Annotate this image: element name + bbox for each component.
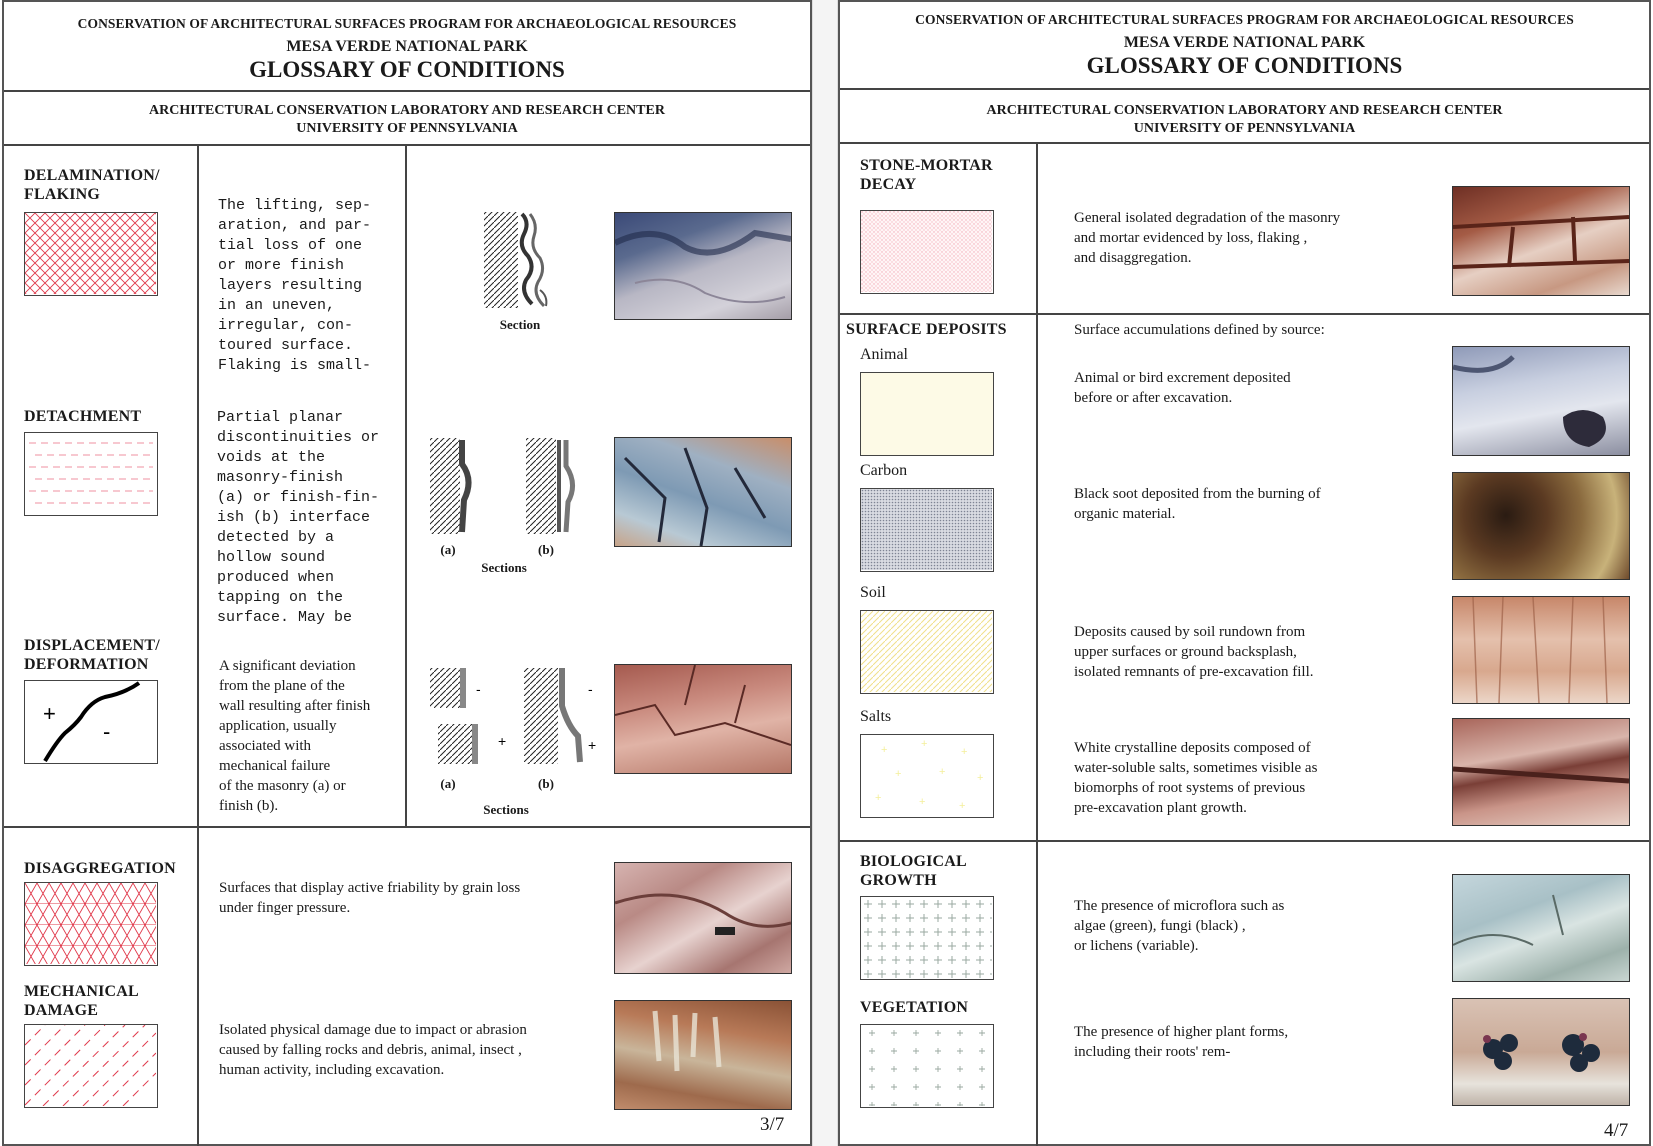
row-divider [840,840,1649,842]
svg-text:+: + [921,738,928,750]
photo-carbon [1452,472,1630,580]
sublabel-animal: Animal [860,346,908,363]
glossary-title: GLOSSARY OF CONDITIONS [249,57,565,82]
term-detachment: DETACHMENT [24,408,142,425]
desc-vegetation: The presence of higher plant forms, including their roots' rem- [1074,1024,1289,1060]
term-delamination: DELAMINATION/ FLAKING [24,167,160,203]
plus-sign: + [498,733,507,749]
photo-soil [1452,596,1630,704]
university-name: UNIVERSITY OF PENNSYLVANIA [1133,121,1356,136]
sublabel-soil: Soil [860,584,886,601]
section-diagram-displacement [428,666,598,766]
lab-header [840,94,1649,144]
desc-salts: White crystalline deposits composed of water-soluble salts, sometimes visible as biomorphs of root systems of previous pre-excavation plant growth. [1074,740,1318,816]
desc-displacement: A significant deviation from the plane of the wall resulting after finish application, usually associated with mechanical failure of the masonry (a) or finish (b). [219,658,371,814]
term-stone-mortar-decay: STONE-MORTAR DECAY [860,157,993,193]
caption-sections: Sections [481,560,527,575]
legend-swatch-vegetation [860,1024,994,1108]
row-divider [4,826,810,828]
photo-detachment [614,437,792,547]
minus-sign: - [476,681,481,697]
minus-sign: - [588,681,593,697]
binding-gutter [812,0,838,1146]
photo-vegetation [1452,998,1630,1106]
legend-swatch-detachment [24,432,158,516]
term-disaggregation: DISAGGREGATION [24,860,176,877]
legend-swatch-mechanical-damage [24,1024,158,1108]
svg-text:+: + [881,744,888,756]
legend-swatch-displacement [24,680,158,764]
legend-swatch-disaggregation [24,882,158,966]
minus-sign: - [103,719,111,744]
svg-text:+: + [919,796,926,808]
legend-swatch-animal [860,372,994,456]
svg-text:+: + [959,800,966,812]
lab-header [4,94,810,146]
label-b: (b) [538,776,554,791]
legend-swatch-soil [860,610,994,694]
photo-animal [1452,346,1630,456]
row-divider [840,313,1649,315]
photo-salts [1452,718,1630,826]
photo-biological-growth [1452,874,1630,982]
section-diagram-detachment [428,436,588,536]
desc-delamination: The lifting, sep- aration, and par- tial loss of one or more finish layers resulting in an uneven, irregular, con- toured surface. Flaking is small- [218,197,372,374]
page-number: 3/7 [760,1114,785,1135]
photo-mechanical-damage [614,1000,792,1110]
plus-sign: + [43,701,56,726]
term-surface-deposits: SURFACE DEPOSITS [846,321,1007,338]
desc-biological-growth: The presence of microflora such as algae (green), fungi (black) , or lichens (variable). [1074,898,1285,954]
page-number: 4/7 [1604,1120,1629,1141]
svg-text:+: + [961,746,968,758]
legend-swatch-salts [860,734,994,818]
label-b: (b) [538,542,554,557]
plus-sign: + [588,737,597,753]
program-title: CONSERVATION OF ARCHITECTURAL SURFACES PROGRAM FOR ARCHAEOLOGICAL RESOURCES [915,12,1574,27]
glossary-title: GLOSSARY OF CONDITIONS [1086,53,1403,78]
photo-displacement [614,664,792,774]
lab-name: ARCHITECTURAL CONSERVATION LABORATORY AND RESEARCH CENTER [149,103,665,118]
photo-stone-mortar-decay [1452,186,1630,296]
sublabel-carbon: Carbon [860,462,908,479]
desc-carbon: Black soot deposited from the burning of organic material. [1074,486,1321,522]
park-name: MESA VERDE NATIONAL PARK [1123,34,1366,51]
svg-text:+: + [895,768,902,780]
legend-swatch-carbon [860,488,994,572]
term-displacement: DISPLACEMENT/ DEFORMATION [24,637,160,673]
column-divider [197,146,199,1146]
glossary-page-4 [838,0,1651,1146]
desc-mechanical-damage: Isolated physical damage due to impact or abrasion caused by falling rocks and debris, animal, insect , human activity, including excavation. [219,1022,527,1078]
caption-sections: Sections [483,802,529,817]
legend-swatch-stone-mortar-decay [860,210,994,294]
glossary-page-3 [2,0,812,1146]
desc-detachment: Partial planar discontinuities or voids at the masonry-finish (a) or finish-fin- ish (b) interface detected by a hollow sound produced when tapping on the surface. May be [217,409,380,626]
desc-surface-deposits-intro: Surface accumulations defined by source: [1074,322,1325,338]
svg-text:+: + [939,766,946,778]
caption-section: Section [499,317,541,332]
desc-disaggregation: Surfaces that display active friability by grain loss under finger pressure. [219,880,521,916]
legend-swatch-biological-growth [860,896,994,980]
lab-name: ARCHITECTURAL CONSERVATION LABORATORY AND RESEARCH CENTER [986,103,1503,118]
svg-text:+: + [875,792,882,804]
university-name: UNIVERSITY OF PENNSYLVANIA [296,121,518,136]
term-mechanical-damage: MECHANICAL DAMAGE [24,983,139,1019]
label-a: (a) [440,542,456,557]
desc-soil: Deposits caused by soil rundown from upper surfaces or ground backsplash, isolated remnants of pre-excavation fill. [1074,624,1314,680]
page-header [840,2,1649,90]
column-divider [1036,144,1038,1146]
page-header [4,2,810,92]
sublabel-salts: Salts [860,708,892,725]
desc-animal: Animal or bird excrement deposited before or after excavation. [1074,370,1291,406]
program-title: CONSERVATION OF ARCHITECTURAL SURFACES PROGRAM FOR ARCHAEOLOGICAL RESOURCES [77,16,737,31]
desc-stone-mortar-decay: General isolated degradation of the masonry and mortar evidenced by loss, flaking , and disaggregation. [1074,210,1341,266]
section-diagram-delamination [482,210,562,310]
photo-disaggregation [614,862,792,974]
svg-text:+: + [977,772,984,784]
photo-delamination [614,212,792,320]
label-a: (a) [440,776,456,791]
park-name: MESA VERDE NATIONAL PARK [286,38,528,55]
column-divider [405,146,407,828]
legend-swatch-delamination [24,212,158,296]
term-biological-growth: BIOLOGICAL GROWTH [860,853,967,889]
term-vegetation: VEGETATION [860,999,969,1016]
